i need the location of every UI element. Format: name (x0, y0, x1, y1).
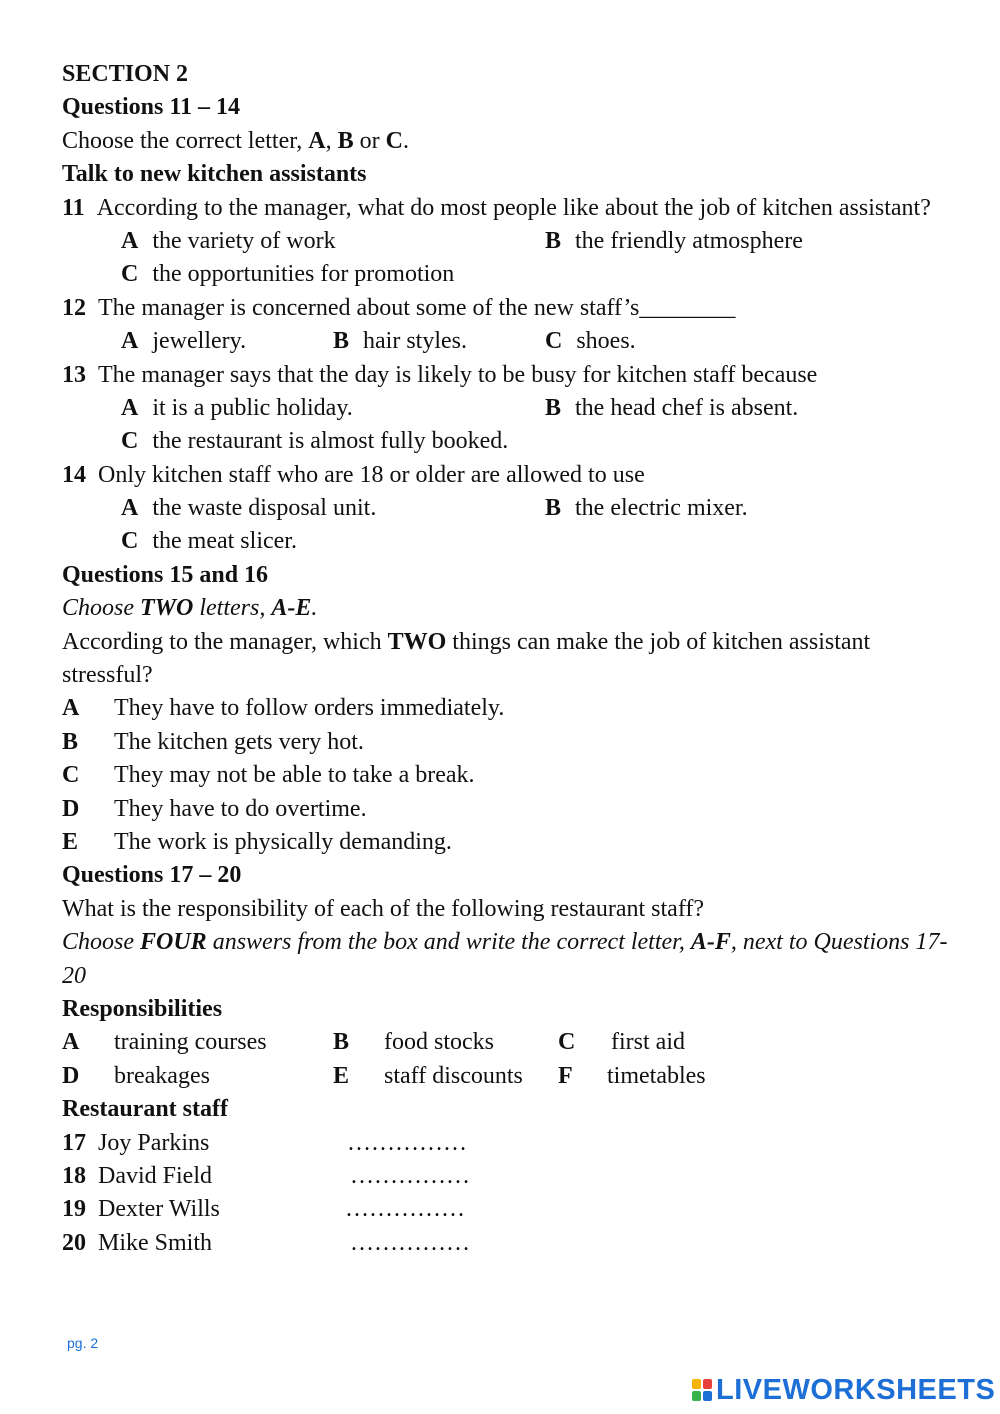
staff-row-20: 20 Mike Smith …………… (62, 1227, 962, 1260)
question-13 (62, 359, 962, 392)
responsibility-c: C first aid (558, 1029, 685, 1056)
option-a[interactable]: A jewellery. (121, 328, 247, 355)
question-14 (62, 459, 962, 492)
responsibilities-row-1 (62, 1026, 962, 1059)
answer-blank[interactable]: …………… (345, 1196, 465, 1223)
liveworksheets-logo (692, 1374, 995, 1406)
questions-15-16-instructions: Choose TWO letters, A-E. (62, 595, 318, 622)
question-text: The manager is concerned about some of the new staff’s________ (98, 294, 736, 321)
staff-row-17: 17 Joy Parkins …………… (62, 1127, 962, 1160)
page-number: pg. 2 (67, 1335, 99, 1351)
option-a[interactable]: A the waste disposal unit. (121, 495, 377, 522)
section-title: SECTION 2 (62, 61, 189, 87)
questions-17-20-question: What is the responsibility of each of the following restaurant staff? (62, 895, 705, 922)
question-13-options-row-2 (62, 425, 962, 458)
question-text: Only kitchen staff who are 18 or older are allowed to use (98, 461, 645, 488)
choice-b[interactable]: B The kitchen gets very hot. (62, 728, 364, 755)
choice-c[interactable]: C They may not be able to take a break. (62, 762, 475, 789)
question-number: 11 (62, 194, 85, 221)
staff-row-18: 18 David Field …………… (62, 1160, 962, 1193)
logo-grid-icon (692, 1379, 712, 1401)
option-b[interactable]: B the head chef is absent. (545, 394, 799, 421)
answer-blank[interactable]: …………… (350, 1229, 470, 1256)
choice-d[interactable]: D They have to do overtime. (62, 795, 367, 822)
question-11-options-row-2 (62, 258, 962, 291)
option-b[interactable]: B the electric mixer. (545, 495, 748, 522)
question-12-options-row (62, 325, 962, 358)
questions-17-20-instructions: Choose FOUR answers from the box and write the correct letter, A-F, next to Questions 17-20 (62, 929, 948, 989)
talk-title: Talk to new kitchen assistants (62, 161, 367, 188)
responsibilities-heading: Responsibilities (62, 996, 223, 1023)
worksheet-page (62, 58, 962, 1260)
restaurant-staff-heading: Restaurant staff (62, 1096, 228, 1123)
question-11-options-row-1 (62, 225, 962, 258)
question-text: According to the manager, what do most people like about the job of kitchen assistant? (96, 194, 931, 221)
question-13-options-row-1 (62, 392, 962, 425)
question-12 (62, 292, 962, 325)
option-c[interactable]: C the opportunities for promotion (121, 261, 455, 288)
question-text: The manager says that the day is likely to be busy for kitchen staff because (98, 361, 818, 388)
option-a[interactable]: A the variety of work (121, 227, 336, 254)
question-14-options-row-1 (62, 492, 962, 525)
responsibilities-row-2 (62, 1060, 962, 1093)
question-number: 14 (62, 461, 86, 488)
option-c[interactable]: C the restaurant is almost fully booked. (121, 428, 509, 455)
option-b[interactable]: B hair styles. (333, 328, 467, 355)
questions-17-20-heading: Questions 17 – 20 (62, 862, 242, 889)
question-11 (62, 192, 962, 225)
question-number: 13 (62, 361, 86, 388)
answer-blank[interactable]: …………… (350, 1162, 470, 1189)
option-b[interactable]: B the friendly atmosphere (545, 227, 803, 254)
questions-11-14-heading: Questions 11 – 14 (62, 94, 241, 121)
question-number: 12 (62, 294, 86, 321)
answer-blank[interactable]: …………… (347, 1129, 467, 1156)
responsibility-f: F timetables (558, 1062, 706, 1089)
questions-15-16-heading: Questions 15 and 16 (62, 561, 269, 588)
choice-a[interactable]: A They have to follow orders immediately. (62, 695, 505, 722)
choice-e[interactable]: E The work is physically demanding. (62, 829, 452, 856)
option-c[interactable]: C the meat slicer. (121, 528, 297, 555)
responsibility-a: A training courses (62, 1029, 267, 1056)
staff-row-19: 19 Dexter Wills …………… (62, 1193, 962, 1226)
questions-11-14-instructions: Choose the correct letter, A, B or C. (62, 127, 409, 154)
logo-text: LIVEWORKSHEETS (716, 1373, 996, 1406)
option-c[interactable]: C shoes. (545, 328, 636, 355)
option-a[interactable]: A it is a public holiday. (121, 394, 353, 421)
responsibility-b: B food stocks (333, 1029, 494, 1056)
responsibility-e: E staff discounts (333, 1062, 523, 1089)
question-14-options-row-2 (62, 525, 962, 558)
responsibility-d: D breakages (62, 1062, 210, 1089)
questions-15-16-prompt: According to the manager, which TWO things can make the job of kitchen assistant stressful? (62, 628, 871, 689)
